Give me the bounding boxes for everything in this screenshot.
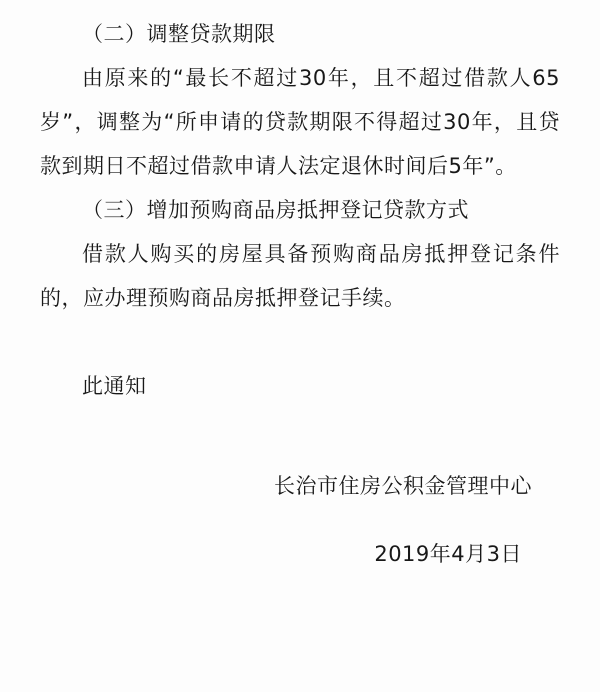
section-three-body: 借款人购买的房屋具备预购商品房抵押登记条件的，应办理预购商品房抵押登记手续。	[40, 242, 560, 310]
section-two-body: 由原来的“最长不超过30年，且不超过借款人65岁”，调整为“所申请的贷款期限不得超过30年，且贷款到期日不超过借款申请人法定退休时间后5年”。	[40, 66, 560, 178]
section-three-heading: （三）增加预购商品房抵押登记贷款方式	[82, 198, 469, 222]
closing-note: 此通知	[82, 374, 147, 398]
section-two-heading: （二）调整贷款期限	[82, 22, 276, 46]
issue-date: 2019年4月3日	[374, 542, 522, 566]
issuing-organization: 长治市住房公积金管理中心	[274, 474, 532, 498]
